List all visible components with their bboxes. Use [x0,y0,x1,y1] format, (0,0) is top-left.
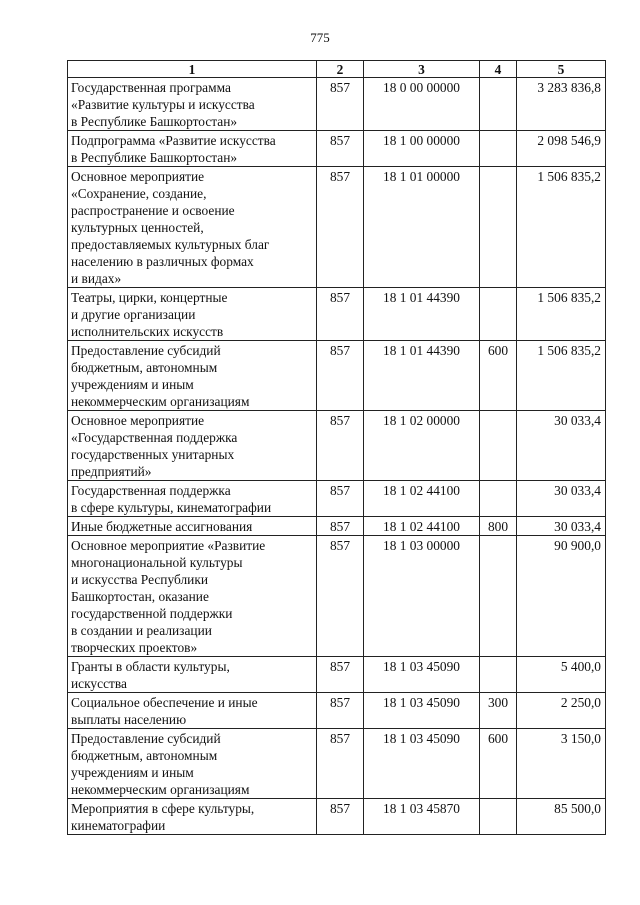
row-code-cell: 18 1 03 45090 [364,693,480,729]
row-kvr-cell: 600 [480,341,517,411]
table-header-row [68,61,606,78]
row-code-cell: 18 1 00 00000 [364,131,480,167]
row-ministry-cell: 857 [317,517,364,536]
row-ministry-cell: 857 [317,481,364,517]
table-row [68,131,606,167]
column-header-sum: 5 [517,61,606,78]
row-name-cell: Театры, цирки, концертные и другие организации исполнительских искусств [68,288,317,341]
table-row [68,78,606,131]
row-kvr-cell [480,411,517,481]
row-name-cell: Гранты в области культуры, искусства [68,657,317,693]
row-code-cell: 18 1 03 00000 [364,536,480,657]
row-sum-cell: 3 283 836,8 [517,78,606,131]
column-header-code: 3 [364,61,480,78]
row-sum-cell: 2 098 546,9 [517,131,606,167]
row-ministry-cell: 857 [317,536,364,657]
row-kvr-cell [480,167,517,288]
row-ministry-cell: 857 [317,131,364,167]
row-sum-cell: 30 033,4 [517,481,606,517]
row-sum-cell: 3 150,0 [517,729,606,799]
row-name-cell: Основное мероприятие «Государственная поддержка государственных унитарных предприятий» [68,411,317,481]
row-code-cell: 18 1 02 44100 [364,481,480,517]
row-kvr-cell [480,799,517,835]
row-code-cell: 18 1 03 45090 [364,729,480,799]
table-row [68,411,606,481]
row-ministry-cell: 857 [317,799,364,835]
table-row [68,288,606,341]
row-ministry-cell: 857 [317,78,364,131]
row-code-cell: 18 1 01 00000 [364,167,480,288]
table-row [68,799,606,835]
row-ministry-cell: 857 [317,341,364,411]
column-header-kvr: 4 [480,61,517,78]
row-code-cell: 18 1 01 44390 [364,341,480,411]
row-code-cell: 18 1 03 45870 [364,799,480,835]
row-name-cell: Предоставление субсидий бюджетным, автономным учреждениям и иным некоммерческим организациям [68,341,317,411]
row-sum-cell: 30 033,4 [517,517,606,536]
row-name-cell: Иные бюджетные ассигнования [68,517,317,536]
row-name-cell: Государственная программа «Развитие культуры и искусства в Республике Башкортостан» [68,78,317,131]
row-kvr-cell: 300 [480,693,517,729]
page-number: 775 [310,30,330,45]
table-row [68,481,606,517]
row-ministry-cell: 857 [317,167,364,288]
row-sum-cell: 30 033,4 [517,411,606,481]
table-row [68,693,606,729]
row-ministry-cell: 857 [317,411,364,481]
row-kvr-cell: 800 [480,517,517,536]
budget-table [67,60,606,835]
row-ministry-cell: 857 [317,288,364,341]
row-name-cell: Основное мероприятие «Развитие многонациональной культуры и искусства Республики Башкортостан, оказание государственной поддержки в создании и реализации творческих проектов» [68,536,317,657]
row-sum-cell: 1 506 835,2 [517,167,606,288]
row-sum-cell: 1 506 835,2 [517,341,606,411]
table-row [68,536,606,657]
row-ministry-cell: 857 [317,729,364,799]
row-sum-cell: 1 506 835,2 [517,288,606,341]
row-sum-cell: 90 900,0 [517,536,606,657]
row-name-cell: Социальное обеспечение и иные выплаты населению [68,693,317,729]
row-ministry-cell: 857 [317,693,364,729]
row-sum-cell: 2 250,0 [517,693,606,729]
row-name-cell: Предоставление субсидий бюджетным, автономным учреждениям и иным некоммерческим организациям [68,729,317,799]
row-ministry-cell: 857 [317,657,364,693]
row-kvr-cell [480,288,517,341]
row-name-cell: Государственная поддержка в сфере культуры, кинематографии [68,481,317,517]
column-header-ministry: 2 [317,61,364,78]
table-row [68,341,606,411]
row-kvr-cell [480,481,517,517]
table-row [68,167,606,288]
row-code-cell: 18 1 02 00000 [364,411,480,481]
row-code-cell: 18 1 02 44100 [364,517,480,536]
row-name-cell: Мероприятия в сфере культуры, кинематографии [68,799,317,835]
row-kvr-cell [480,657,517,693]
row-sum-cell: 5 400,0 [517,657,606,693]
table-row [68,657,606,693]
column-header-name: 1 [68,61,317,78]
row-name-cell: Основное мероприятие «Сохранение, создание, распространение и освоение культурных ценностей, предоставляемых культурных благ населению в различных формах и видах» [68,167,317,288]
row-kvr-cell [480,536,517,657]
row-code-cell: 18 1 03 45090 [364,657,480,693]
row-code-cell: 18 1 01 44390 [364,288,480,341]
row-name-cell: Подпрограмма «Развитие искусства в Республике Башкортостан» [68,131,317,167]
row-sum-cell: 85 500,0 [517,799,606,835]
table-row [68,729,606,799]
row-kvr-cell [480,131,517,167]
table-row [68,517,606,536]
row-code-cell: 18 0 00 00000 [364,78,480,131]
row-kvr-cell: 600 [480,729,517,799]
row-kvr-cell [480,78,517,131]
